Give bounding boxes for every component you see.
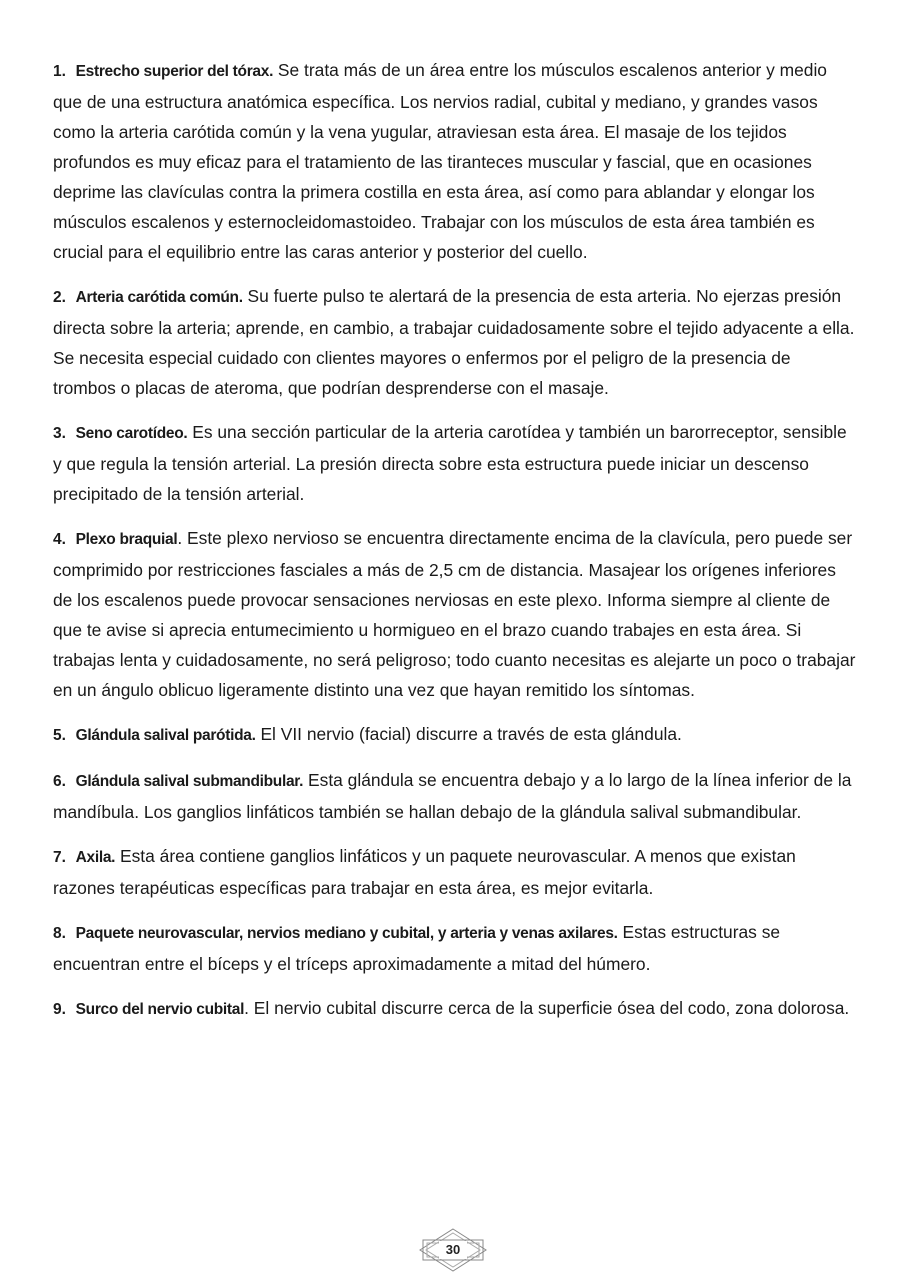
entry-text: Es una sección particular de la arteria carotídea y también un barorreceptor, sensible y que regula la tensión arterial. La presión directa sobre esta estructura puede iniciar un descenso precipitado de la tensión arterial. xyxy=(53,422,847,504)
document-body xyxy=(53,55,858,1039)
entry-number: 1. xyxy=(53,63,66,80)
page-number-ornament xyxy=(419,1228,487,1272)
entry-number: 9. xyxy=(53,1001,66,1018)
entry-number: 8. xyxy=(53,925,66,942)
entry-number: 4. xyxy=(53,531,66,548)
entry-3 xyxy=(53,417,858,509)
entry-9 xyxy=(53,993,858,1025)
entry-term: Paquete neurovascular, nervios mediano y cubital, y arteria y venas axilares. xyxy=(75,925,618,942)
entry-6 xyxy=(53,765,858,827)
entry-term: Arteria carótida común. xyxy=(75,289,243,306)
entry-text: Estas estructuras se encuentran entre el bíceps y el tríceps aproximadamente a mitad del húmero. xyxy=(53,922,781,974)
entry-4 xyxy=(53,523,858,705)
entry-term: Surco del nervio cubital xyxy=(75,1001,245,1018)
page-number: 30 xyxy=(439,1241,467,1259)
entry-text: Se trata más de un área entre los músculos escalenos anterior y medio que de una estructura anatómica específica. Los nervios radial, cubital y mediano, y grandes vasos como la arteria carótida común y la vena yugular, atraviesan esta área. El masaje de los tejidos profundos es muy eficaz para el tratamiento de las tiranteces muscular y fascial, que en ocasiones deprime las clavículas contra la primera costilla en esta área, así como para ablandar y elongar los músculos escalenos y esternocleidomastoideo. Trabajar con los músculos de esta área también es crucial para el equilibrio entre las caras anterior y posterior del cuello. xyxy=(53,60,827,262)
entry-5 xyxy=(53,719,858,751)
entry-text: Su fuerte pulso te alertará de la presencia de esta arteria. No ejerzas presión directa sobre la arteria; aprende, en cambio, a trabajar cuidadosamente sobre el tejido adyacente a ella. Se necesita especial cuidado con clientes mayores o enfermos por el peligro de la presencia de trombos o placas de ateroma, que podrían desprenderse con el masaje. xyxy=(53,286,855,398)
entry-number: 6. xyxy=(53,773,66,790)
entry-1 xyxy=(53,55,858,267)
entry-2 xyxy=(53,281,858,403)
entry-8 xyxy=(53,917,858,979)
entry-number: 5. xyxy=(53,727,66,744)
entry-number: 7. xyxy=(53,849,66,866)
entry-text: . El nervio cubital discurre cerca de la superficie ósea del codo, zona dolorosa. xyxy=(244,998,850,1018)
entry-term: Glándula salival parótida. xyxy=(75,727,256,744)
entry-text: Esta glándula se encuentra debajo y a lo largo de la línea inferior de la mandíbula. Los ganglios linfáticos también se hallan debajo de la glándula salival submandibular. xyxy=(53,770,852,822)
entry-term: Glándula salival submandibular. xyxy=(75,773,304,790)
entry-text: El VII nervio (facial) discurre a través de esta glándula. xyxy=(260,724,682,744)
entry-term: Seno carotídeo. xyxy=(75,425,188,442)
entry-7 xyxy=(53,841,858,903)
entry-term: Estrecho superior del tórax. xyxy=(75,63,274,80)
entry-number: 3. xyxy=(53,425,66,442)
entry-term: Plexo braquial xyxy=(75,531,178,548)
entry-number: 2. xyxy=(53,289,66,306)
entry-text: . Este plexo nervioso se encuentra directamente encima de la clavícula, pero puede ser comprimido por restricciones fasciales a más de 2,5 cm de distancia. Masajear los orígenes inferiores de los escalenos puede provocar sensaciones nerviosas en este plexo. Informa siempre al cliente de que te avise si aprecia entumecimiento u hormigueo en el brazo cuando trabajes en esta área. Si trabajas lenta y cuidadosamente, no será peligroso; todo cuanto necesitas es alejarte un poco o trabajar en un ángulo oblicuo ligeramente distinto una vez que hayan remitido los síntomas. xyxy=(53,528,856,700)
entry-text: Esta área contiene ganglios linfáticos y un paquete neurovascular. A menos que existan razones terapéuticas específicas para trabajar en esta área, es mejor evitarla. xyxy=(53,846,796,898)
entry-term: Axila. xyxy=(75,849,116,866)
